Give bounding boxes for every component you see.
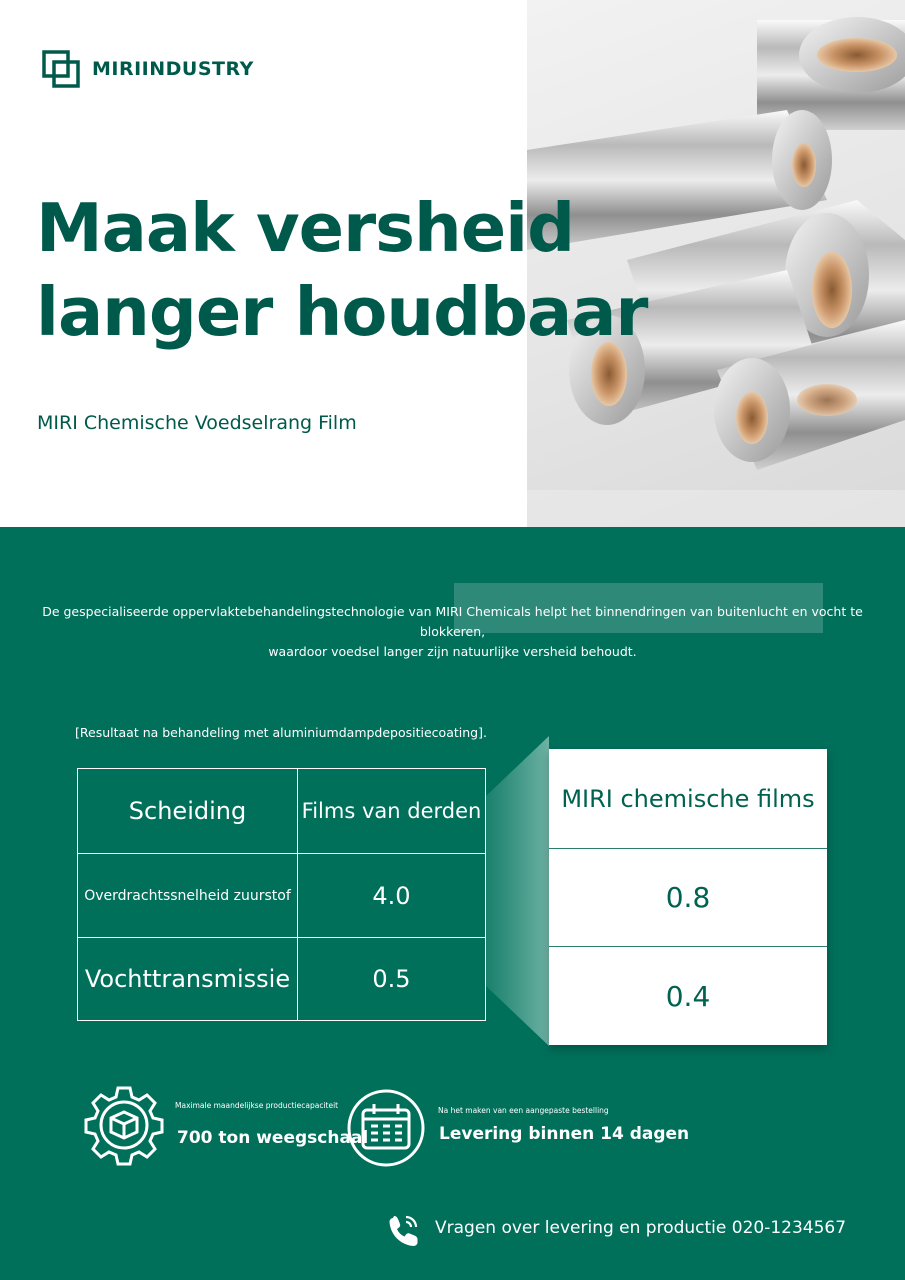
intro-paragraph [20,602,885,662]
headline-line-2: langer houdbaar [36,273,648,351]
brand-name: MIRIINDUSTRY [92,58,254,80]
intro-line-2: waardoor voedsel langer zijn natuurlijke versheid behoudt. [268,644,637,659]
stat-caption-delivery: Na het maken van een aangepaste bestelling [438,1106,609,1115]
product-subtitle: MIRI Chemische Voedselrang Film [37,412,357,434]
phone-icon[interactable] [386,1213,420,1251]
info-panel [0,527,905,1280]
brand-logo[interactable] [42,50,254,88]
logo-icon [42,50,80,88]
intro-line-1: De gespecialiseerde oppervlaktebehandelingstechnologie van MIRI Chemicals helpt het binnendringen van buitenlucht en vocht te blokkeren, [42,604,863,639]
headline-line-1: Maak versheid [36,189,575,267]
header-third-party: Films van derden [298,769,486,854]
stat-value-delivery: Levering binnen 14 dagen [439,1124,690,1144]
stat-caption-capacity: Maximale maandelijkse productiecapaciteit [175,1101,339,1110]
value-third-party-moisture: 0.5 [298,938,486,1021]
gear-box-icon [83,1084,165,1170]
contact-text[interactable]: Vragen over levering en productie 020-1234567 [435,1218,847,1238]
row-label-oxygen: Overdrachtssnelheid zuurstof [78,854,298,938]
comparison-note: [Resultaat na behandeling met aluminiumdampdepositiecoating]. [75,725,487,740]
value-miri-oxygen: 0.8 [665,881,711,914]
page-title [36,186,647,354]
calendar-icon [346,1088,426,1172]
header-miri: MIRI chemische films [561,784,815,813]
miri-results-card [549,749,827,1045]
header-separation: Scheiding [78,769,298,854]
comparison-table [77,768,486,1021]
value-miri-moisture: 0.4 [665,979,711,1013]
comparison-connector [486,736,552,1046]
table-header-row [78,769,486,854]
table-row [78,854,486,938]
stat-value-capacity: 700 ton weegschaal [177,1128,369,1148]
row-label-moisture: Vochttransmissie [78,938,298,1021]
table-row [78,938,486,1021]
hero-section [0,0,905,527]
value-third-party-oxygen: 4.0 [298,854,486,938]
